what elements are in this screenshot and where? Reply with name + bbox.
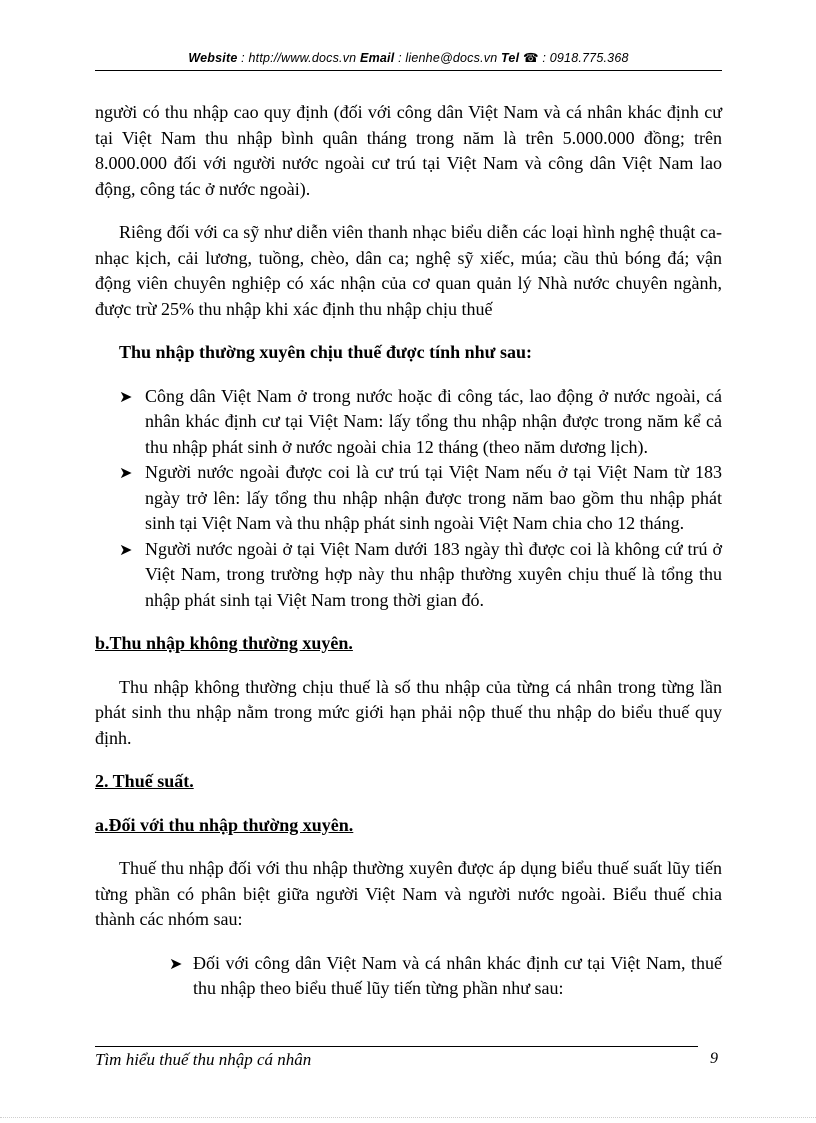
website-link[interactable]: : http://www.docs.vn: [241, 51, 357, 65]
page-header: [95, 50, 722, 65]
list-item: ➤ Đối với công dân Việt Nam và cá nhân khác định cư tại Việt Nam, thuế thu nhập theo biểu thuế lũy tiến từng phần như sau:: [169, 952, 722, 998]
tel-value: : 0918.775.368: [542, 51, 629, 65]
email-link[interactable]: : lienhe@docs.vn: [398, 51, 498, 65]
list-item: ➤ Người nước ngoài ở tại Việt Nam dưới 183 ngày thì được coi là không cứ trú ở Việt Nam, trong trường hợp này thu nhập thường xuyên chịu thuế là tổng thu nhập phát sinh tại Việt Nam trong thời gian đó.: [119, 538, 722, 610]
arrow-bullet-icon: ➤: [119, 386, 133, 406]
paragraph-4: Thuế thu nhập đối với thu nhập thường xuyên được áp dụng biểu thuế suất lũy tiến từng phần có phân biệt giữa người Việt Nam và người nước ngoài. Biểu thuế chia thành các nhóm sau:: [95, 858, 722, 929]
list-item: ➤ Người nước ngoài được coi là cư trú tại Việt Nam nếu ở tại Việt Nam từ 183 ngày trở lên: lấy tổng thu nhập nhận được trong năm bao gồm thu nhập phát sinh tại Việt Nam và thu nhập phát sinh ngoài Việt Nam chia cho 12 tháng.: [119, 462, 722, 533]
paragraph-3: Thu nhập không thường chịu thuế là số thu nhập của từng cá nhân trong từng lần phát sinh thu nhập nằm trong mức giới hạn phải nộp thuế thu nhập do biểu thuế quy định.: [95, 676, 722, 748]
list-item: ➤ Công dân Việt Nam ở trong nước hoặc đi công tác, lao động ở nước ngoài, cá nhân khác định cư tại Việt Nam: lấy tổng thu nhập nhận được trong năm kể cả thu nhập phát sinh ở nước ngoài chia 12 tháng (theo năm dương lịch).: [119, 385, 722, 457]
footer-divider: [95, 1046, 698, 1047]
heading-tax-rate: 2. Thuế suất.: [95, 771, 194, 791]
website-label: Website: [188, 51, 238, 65]
tel-label: Tel: [501, 51, 520, 65]
bullet-list-2: [95, 951, 722, 1002]
page-number: 9: [710, 1050, 718, 1067]
heading-irregular-income: b.Thu nhập không thường xuyên.: [95, 633, 353, 653]
arrow-bullet-icon: ➤: [169, 953, 183, 973]
paragraph-2: Riêng đối với ca sỹ như diễn viên thanh nhạc biểu diễn các loại hình nghệ thuật ca-nhạc kịch, cải lương, tuồng, chèo, dân ca; nghệ sỹ xiếc, múa; cầu thủ bóng đá; vận động viên chuyên nghiệp có xác nhận của cơ quan quản lý Nhà nước chuyên ngành, được trừ 25% thu nhập khi xác định thu nhập chịu thuế: [95, 222, 722, 319]
paragraph-1: người có thu nhập cao quy định (đối với công dân Việt Nam và cá nhân khác định cư tại Việt Nam thu nhập bình quân tháng trong năm là trên 5.000.000 đồng; trên 8.000.000 đối với người nước ngoài cư trú tại Việt Nam và công dân Việt Nam lao động, công tác ở nước ngoài).: [95, 102, 722, 199]
heading-taxable-income: Thu nhập thường xuyên chịu thuế được tính như sau:: [119, 342, 532, 362]
bullet-list-1: [95, 384, 722, 614]
email-label: Email: [360, 51, 395, 65]
page-edge: [0, 1117, 816, 1118]
document-body: [95, 100, 722, 1002]
footer-title: Tìm hiểu thuế thu nhập cá nhân: [95, 1050, 312, 1069]
phone-icon: ☎: [522, 51, 539, 65]
header-divider: [95, 70, 722, 71]
heading-regular-income: a.Đối với thu nhập thường xuyên.: [95, 814, 354, 835]
arrow-bullet-icon: ➤: [119, 539, 133, 559]
arrow-bullet-icon: ➤: [119, 463, 133, 482]
